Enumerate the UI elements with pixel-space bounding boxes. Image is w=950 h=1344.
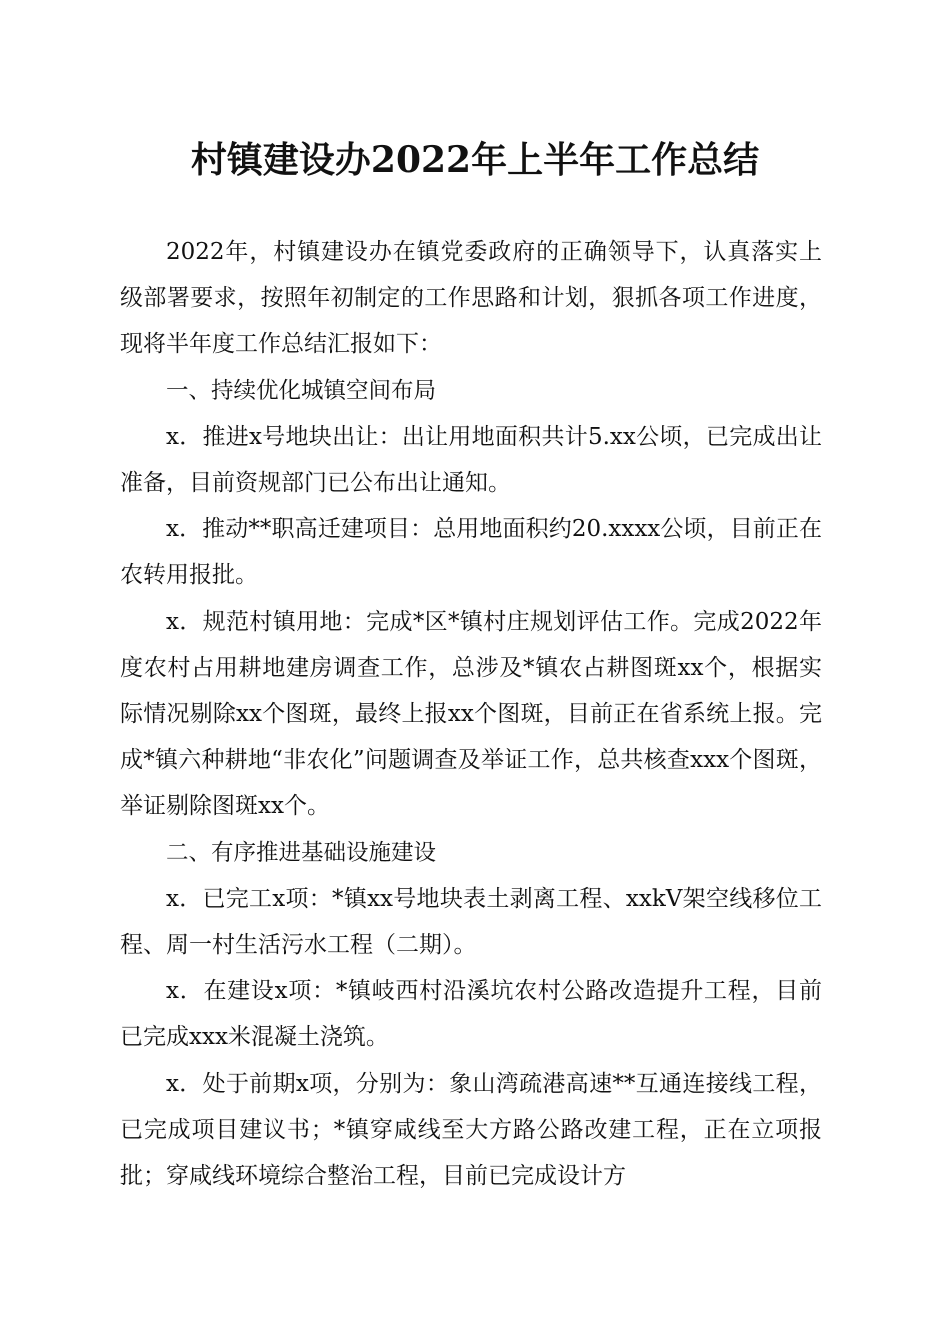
section-item: x．已完工x项：*镇xx号地块表土剥离工程、xxkV架空线移位工程、周一村生活污水工程（二期）。 xyxy=(120,885,822,959)
document-title: 村镇建设办2022年上半年工作总结 xyxy=(190,139,760,181)
section-heading: 二、有序推进基础设施建设 xyxy=(166,839,437,866)
section-item: x．推进x号地块出让：出让用地面积共计5.xx公顷，已完成出让准备，目前资规部门已公布出让通知。 xyxy=(120,423,822,497)
section-item: x．在建设x项：*镇岐西村沿溪坑农村公路改造提升工程，目前已完成xxx米混凝土浇筑。 xyxy=(120,978,822,1051)
section-item: x．推动**职高迁建项目：总用地面积约20.xxxx公顷，目前正在农转用报批。 xyxy=(120,516,822,589)
intro-paragraph: 2022年，村镇建设办在镇党委政府的正确领导下，认真落实上级部署要求，按照年初制定的工作思路和计划，狠抓各项工作进度，现将半年度工作总结汇报如下： xyxy=(120,239,822,358)
section-item: x．处于前期x项，分别为：象山湾疏港高速**互通连接线工程，已完成项目建议书；*镇穿咸线至大方路公路改建工程，正在立项报批；穿咸线环境综合整治工程，目前已完成设计方 xyxy=(120,1070,822,1190)
document-body xyxy=(120,229,822,1199)
section-heading: 一、持续优化城镇空间布局 xyxy=(166,377,437,404)
section-item: x．规范村镇用地：完成*区*镇村庄规划评估工作。完成2022年度农村占用耕地建房调查工作，总涉及*镇农占耕图斑xx个，根据实际情况剔除xx个图斑，最终上报xx个图斑，目前正在省系统上报。完成*镇六种耕地“非农化”问题调查及举证工作，总共核查xxx个图斑，举证剔除图斑xx个。 xyxy=(120,608,822,820)
